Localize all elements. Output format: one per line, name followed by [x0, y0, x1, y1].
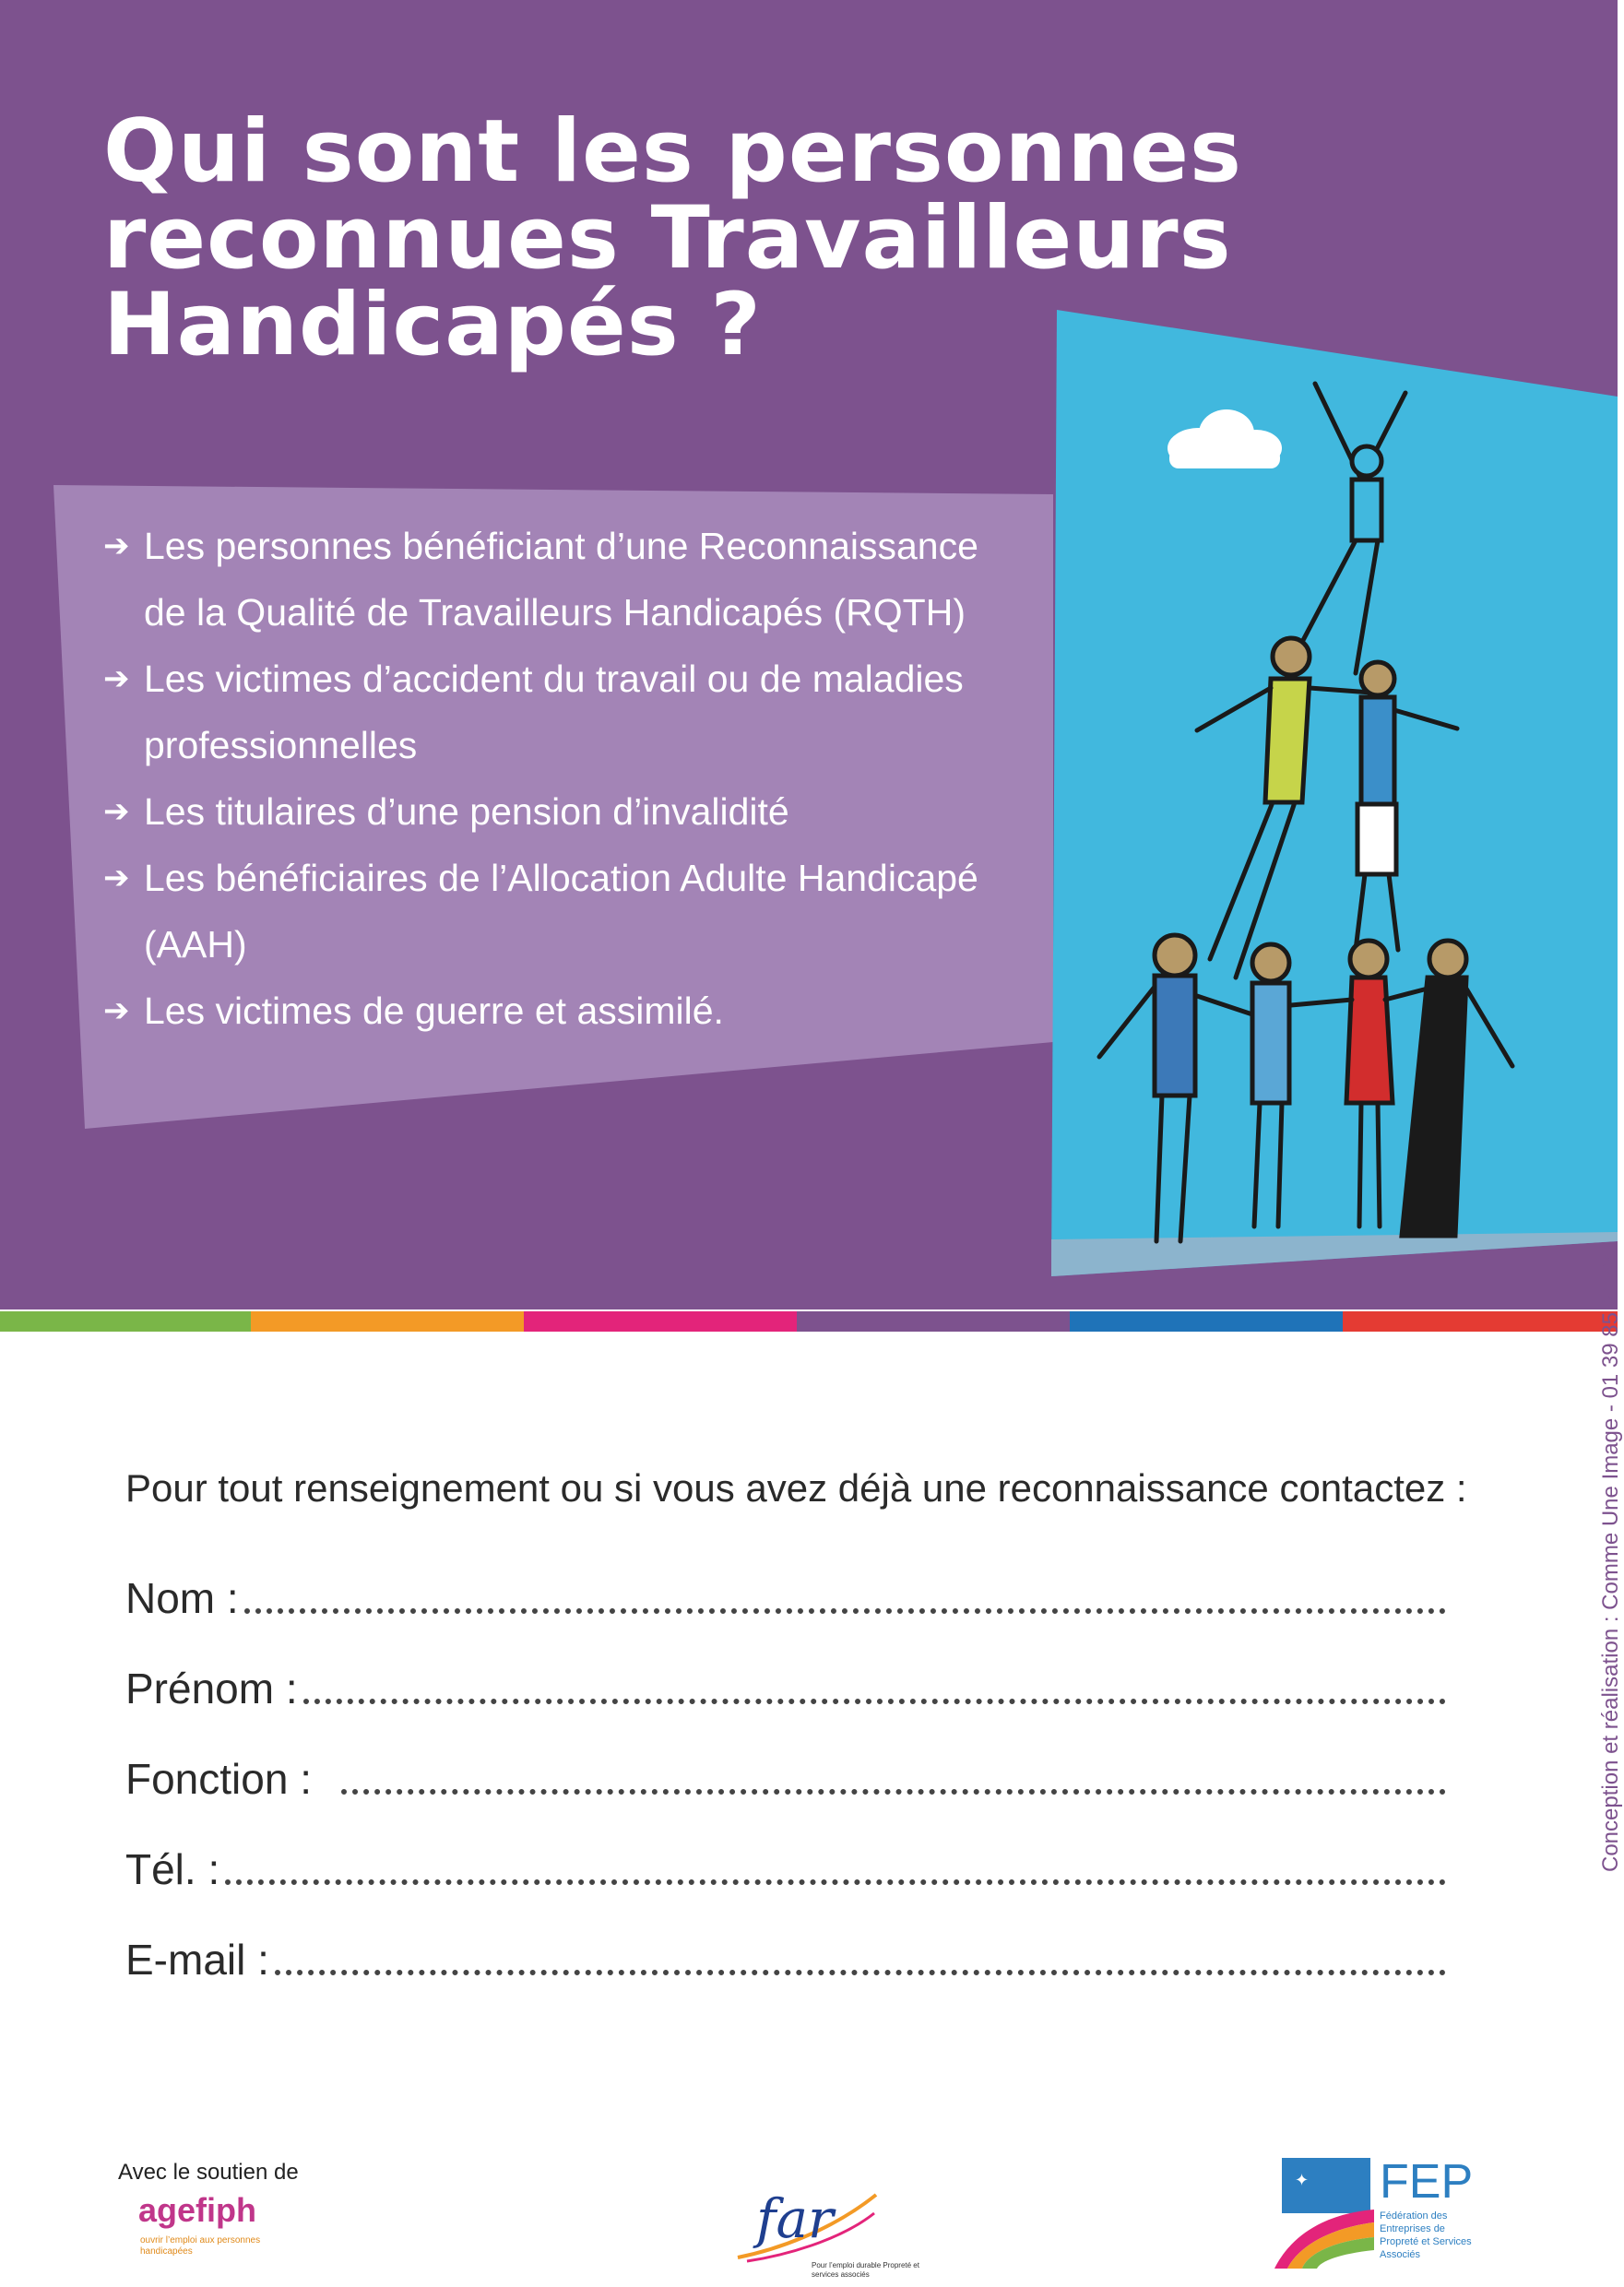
star-icon: ✦	[1295, 2171, 1310, 2190]
name-field[interactable]	[125, 1566, 1446, 1623]
list-item-text: professionnelles	[144, 724, 418, 766]
credit-line: Conception et réalisation : Comme Une Image - 01 39 85 21 64	[1598, 1250, 1623, 1872]
title-line-1: Qui sont les personnes	[103, 101, 1243, 202]
fep-logo-graphic	[1274, 2158, 1376, 2269]
color-bar-segment	[1343, 1311, 1618, 1332]
arrow-right-icon: ➔	[103, 993, 130, 1028]
title-line-2: reconnues Travailleurs	[103, 188, 1232, 289]
field-label: Nom :	[125, 1574, 239, 1622]
far-logo	[719, 2149, 885, 2278]
contact-intro: Pour tout renseignement ou si vous avez déjà une reconnaissance contactez :	[125, 1466, 1467, 1510]
arrow-right-icon: ➔	[103, 661, 130, 696]
color-bar-segment	[251, 1311, 524, 1332]
color-bar-segment	[524, 1311, 797, 1332]
email-field[interactable]	[125, 1927, 1446, 1985]
title-line-3: Handicapés ?	[103, 275, 762, 375]
agefiph-tagline: ouvrir l’emploi aux personnes handicapées	[140, 2235, 261, 2257]
phone-field[interactable]	[125, 1837, 1446, 1894]
far-mark: far	[756, 2187, 834, 2250]
list-item-text: Les bénéficiaires de l’Allocation Adulte Handicapé	[144, 857, 978, 899]
color-bar-segment	[1070, 1311, 1343, 1332]
list-item-text: (AAH)	[144, 923, 247, 966]
fep-subtitle: Fédération des Entreprises de Propreté et Services Associés	[1380, 2210, 1472, 2260]
field-label: Prénom :	[125, 1665, 298, 1712]
first-name-field[interactable]	[125, 1656, 1446, 1713]
field-label: Tél. :	[125, 1845, 220, 1893]
agefiph-logo: agefiph	[138, 2191, 257, 2229]
list-item-text: Les victimes d’accident du travail ou de maladies	[144, 658, 964, 700]
field-label: E-mail :	[125, 1936, 269, 1984]
list-item-text: Les victimes de guerre et assimilé.	[144, 989, 724, 1032]
dotted-line	[275, 1969, 1446, 1975]
far-tagline: Pour l’emploi durable Propreté et services associés	[812, 2261, 919, 2279]
field-label: Fonction :	[125, 1755, 336, 1803]
color-bar-segment	[0, 1311, 251, 1332]
list-item-text: de la Qualité de Travailleurs Handicapés (RQTH)	[144, 591, 966, 634]
color-bar-segment	[797, 1311, 1070, 1332]
dotted-line	[225, 1878, 1446, 1885]
list-item-text: Les personnes bénéficiant d’une Reconnaissance	[144, 525, 978, 567]
dotted-line	[341, 1788, 1446, 1795]
dotted-line	[244, 1607, 1446, 1614]
function-field[interactable]	[125, 1747, 1446, 1804]
support-label: Avec le soutien de	[118, 2160, 299, 2185]
dotted-line	[303, 1698, 1446, 1704]
arrow-right-icon: ➔	[103, 794, 130, 829]
fep-logo-text: FEP	[1380, 2155, 1474, 2209]
arrow-right-icon: ➔	[103, 528, 130, 563]
arrow-right-icon: ➔	[103, 860, 130, 895]
list-item-text: Les titulaires d’une pension d’invalidité	[144, 790, 789, 833]
